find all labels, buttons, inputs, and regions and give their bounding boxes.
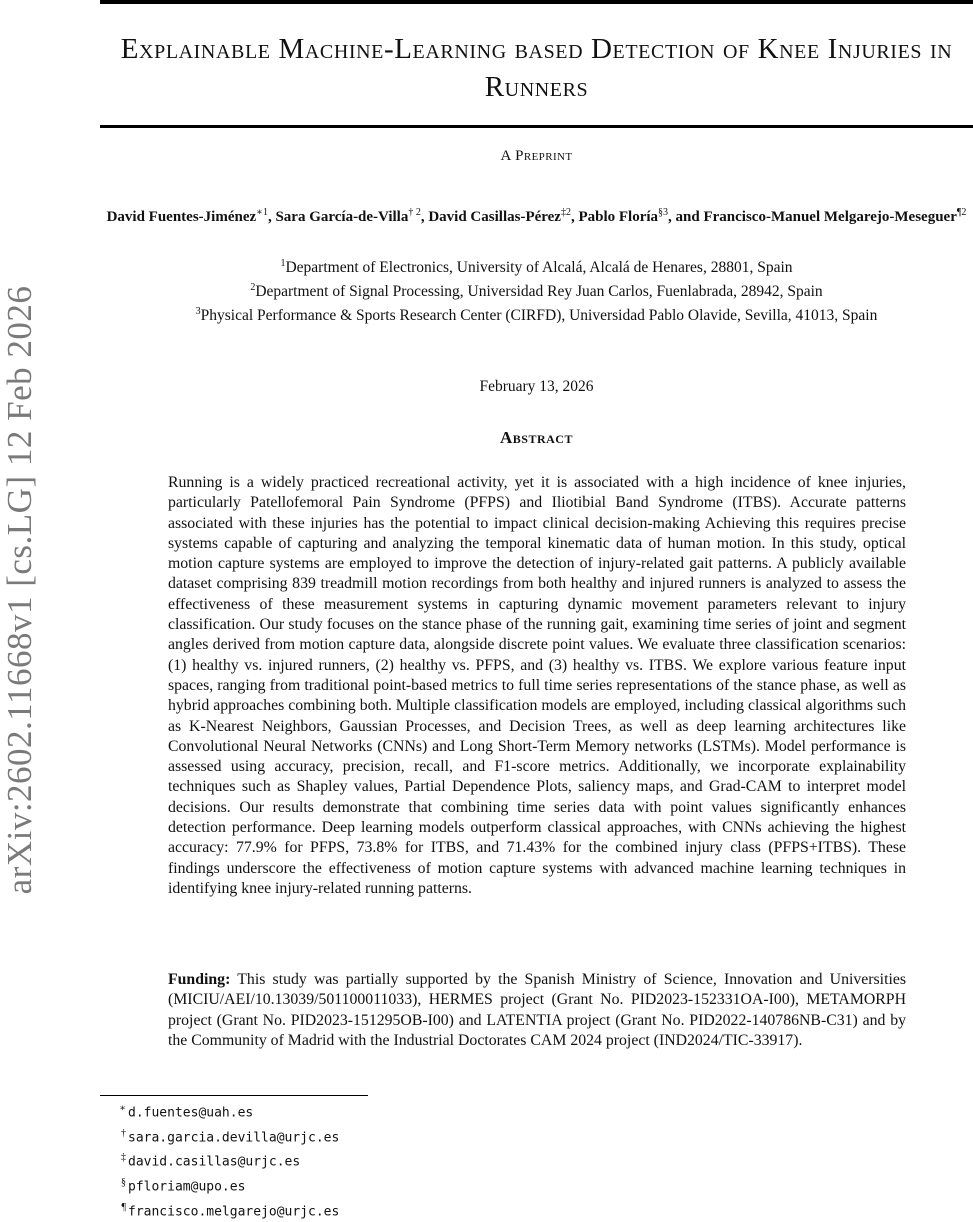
footnote-rule (100, 1095, 368, 1096)
publication-date: February 13, 2026 (100, 378, 973, 396)
author-name: David Fuentes-Jiménez (107, 209, 257, 225)
affiliation-list (100, 254, 973, 326)
footnote (118, 1198, 339, 1222)
affiliation-text: Physical Performance & Sports Research Center (CIRFD), Universidad Pablo Olavide, Sevilla, 41013, Spain (201, 307, 878, 324)
title-rule-top (100, 0, 973, 4)
affiliation-number: 2 (250, 282, 255, 293)
footnote (118, 1124, 339, 1149)
abstract-heading: Abstract (100, 428, 973, 448)
funding-text: This study was partially supported by the Spanish Ministry of Science, Innovation and Universities (MICIU/AEI/10.13039/501100011033), HERMES project (Grant No. PID2023-152331OA-I00), METAMORPH project (Grant No. PID2023-151295OB-I00) and LATENTIA project (Grant No. PID2022-140786NB-C31) and by the Community of Madrid with the Industrial Doctorates CAM 2024 project (IND2024/TIC-33917). (168, 971, 906, 1049)
footnote (118, 1148, 339, 1173)
author-marks: §3 (658, 207, 668, 218)
author-separator: , (421, 209, 429, 225)
preprint-label: A Preprint (100, 148, 973, 165)
author-separator: , and (668, 209, 703, 225)
author-marks: ¶2 (957, 207, 967, 218)
footnote-mark: ‡ (118, 1148, 126, 1168)
affiliation (100, 254, 973, 278)
author-separator: , (268, 209, 276, 225)
footnote-list (118, 1099, 339, 1222)
author-name: Sara García-de-Villa (275, 209, 408, 225)
footnote (118, 1099, 339, 1124)
footnote-mark: § (118, 1173, 126, 1193)
arxiv-stamp (0, 265, 40, 915)
footnote-mark: ¶ (118, 1198, 126, 1218)
author-list (100, 203, 973, 227)
affiliation-text: Department of Electronics, University of Alcalá, Alcalá de Henares, 28801, Spain (285, 259, 792, 276)
funding-statement (168, 970, 906, 1051)
abstract-text: Running is a widely practiced recreational activity, yet it is associated with a high incidence of knee injuries, particularly Patellofemoral Pain Syndrome (PFPS) and Iliotibial Band Syndrome (ITBS). Accurate patterns associated with these injuries has the potential to impact clinical decision-making Achieving this requires precise systems capable of capturing and analyzing the temporal kinematic data of human motion. In this study, optical motion capture systems are employed to improve the detection of injury-related gait patterns. A publicly available dataset comprising 839 treadmill motion recordings from both healthy and injured runners is analyzed to assess the effectiveness of these measurement systems in capturing dynamic movement parameters relevant to injury classification. Our study focuses on the stance phase of the running gait, examining time series of joint and segment angles derived from motion capture data, alongside discrete point values. We evaluate three classification scenarios: (1) healthy vs. injured runners, (2) healthy vs. PFPS, and (3) healthy vs. ITBS. We explore various feature input spaces, ranging from traditional point-based metrics to full time series representations of the stance phase, as well as hybrid approaches combining both. Multiple classification models are employed, including classical algorithms such as K-Nearest Neighbors, Gaussian Processes, and Decision Trees, as well as deep learning architectures like Convolutional Neural Networks (CNNs) and Long Short-Term Memory networks (LSTMs). Model performance is assessed using accuracy, precision, recall, and F1-score metrics. Additionally, we incorporate explainability techniques such as Shapley values, Partial Dependence Plots, saliency maps, and Grad-CAM to interpret model decisions. Our results demonstrate that combining time series data with point values significantly enhances detection performance. Deep learning models outperform classical approaches, with CNNs achieving the highest accuracy: 77.9% for PFPS, 73.8% for ITBS, and 71.43% for the combined injury class (PFPS+ITBS). These findings underscore the effectiveness of motion capture systems with advanced machine learning techniques in identifying knee injury-related running patterns. (168, 473, 906, 899)
footnote (118, 1173, 339, 1198)
author-separator: , (571, 209, 579, 225)
paper-title: Explainable Machine-Learning based Detection of Knee Injuries in Runners (100, 30, 973, 106)
author-marks: ∗1 (256, 207, 268, 218)
author-name: David Casillas-Pérez (428, 209, 561, 225)
arxiv-identifier: arXiv:2602.11668v1 [cs.LG] 12 Feb 2026 (0, 286, 40, 895)
footnote-mark: ∗ (118, 1099, 126, 1119)
footnote-email[interactable]: d.fuentes@uah.es (128, 1105, 253, 1120)
author-name: Francisco-Manuel Melgarejo-Meseguer (703, 209, 956, 225)
funding-label: Funding: (168, 971, 230, 988)
author-name: Pablo Floría (578, 209, 658, 225)
author-marks: † 2 (408, 207, 421, 218)
footnote-email[interactable]: francisco.melgarejo@urjc.es (128, 1204, 339, 1219)
affiliation (100, 302, 973, 326)
footnote-mark: † (118, 1124, 126, 1144)
footnote-email[interactable]: david.casillas@urjc.es (128, 1155, 300, 1170)
footnote-email[interactable]: pfloriam@upo.es (128, 1179, 245, 1194)
author-marks: ‡2 (561, 207, 571, 218)
affiliation (100, 278, 973, 302)
affiliation-number: 3 (196, 306, 201, 317)
title-rule-bottom (100, 125, 973, 128)
footnote-email[interactable]: sara.garcia.devilla@urjc.es (128, 1130, 339, 1145)
affiliation-number: 1 (280, 258, 285, 269)
affiliation-text: Department of Signal Processing, Universidad Rey Juan Carlos, Fuenlabrada, 28942, Spain (255, 283, 822, 300)
